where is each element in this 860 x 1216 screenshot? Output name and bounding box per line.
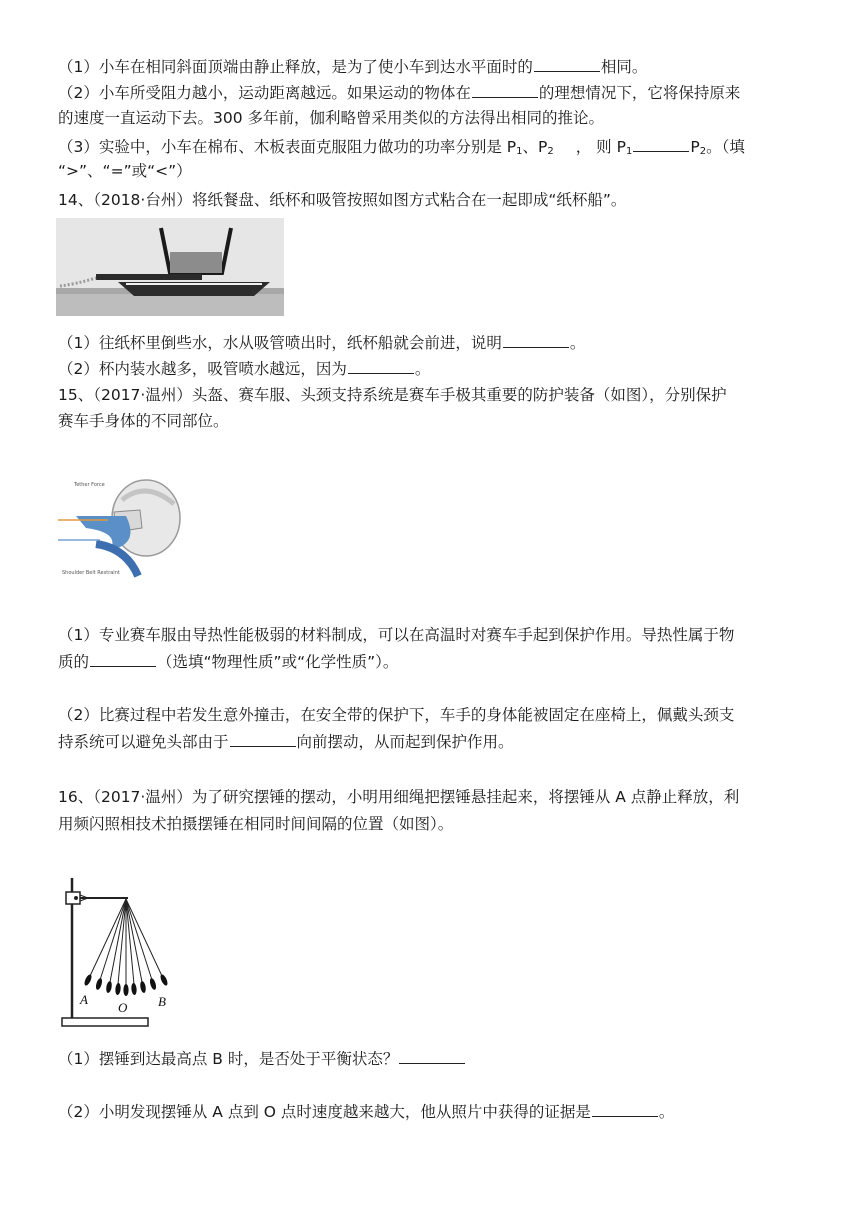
q15-part2-tail: 向前摆动，从而起到保护作用。 xyxy=(296,733,514,751)
q16-part1 xyxy=(58,1047,808,1070)
q16-part2-tail: 。 xyxy=(658,1103,675,1121)
subscript: 1 xyxy=(625,146,633,157)
paper-cup-boat-figure xyxy=(56,218,284,316)
q13-part3-cont: “>”、“=”或“<”） xyxy=(58,162,192,180)
q14-title: 14、（2018·台州）将纸餐盘、纸杯和吸管按照如图方式粘合在一起即成“纸杯船”。 xyxy=(58,191,627,209)
q14-part1-text: （1）往纸杯里倒些水，水从吸管喷出时，纸杯船就会前进，说明 xyxy=(58,334,502,352)
q13-part2-tail: 的理想情况下，它将保持原来 xyxy=(538,84,741,102)
q15-part2-cont xyxy=(58,730,808,753)
point-b-label: B xyxy=(158,994,166,1009)
q14-part2-text: （2）杯内装水越多，吸管喷水越远，因为 xyxy=(58,360,347,378)
pendulum-figure xyxy=(54,872,184,1034)
q14-part2 xyxy=(58,357,808,380)
q14-part1 xyxy=(58,331,808,354)
q15-title-line2: 赛车手身体的不同部位。 xyxy=(58,412,229,430)
answer-blank xyxy=(90,650,156,667)
q16-part2 xyxy=(58,1100,808,1123)
q16-title-line1: 16、（2017·温州）为了研究摆锤的摆动，小明用细绳把摆锤悬挂起来，将摆锤从 A 点静止释放，利 xyxy=(58,788,740,806)
q15-title-line1: 15、（2017·温州）头盔、赛车服、头颈支持系统是赛车手极其重要的防护装备（如图），分别保护 xyxy=(58,386,727,404)
q13-part1-text: （1）小车在相同斜面顶端由静止释放，是为了使小车到达水平面时的 xyxy=(58,58,533,76)
q13-part3-mid: 、P xyxy=(522,138,548,156)
q15-part1: （1）专业赛车服由导热性能极弱的材料制成，可以在高温时对赛车手起到保护作用。导热性属于物 xyxy=(58,626,735,644)
q15-part1-tail: （选填“物理性质”或“化学性质”）。 xyxy=(157,653,399,671)
q14-part1-tail: 。 xyxy=(569,334,586,352)
q13-part2-cont: 的速度一直运动下去。300 多年前，伽利略曾采用类似的方法得出相同的推论。 xyxy=(58,109,605,127)
q13-part2 xyxy=(58,81,808,104)
q16-title-line2: 用频闪照相技术拍摄摆锤在相同时间间隔的位置（如图）。 xyxy=(58,815,454,833)
answer-blank xyxy=(534,55,600,72)
q13-part1-tail: 相同。 xyxy=(600,58,648,76)
head-neck-support-figure xyxy=(56,470,186,580)
figure-label: Tether Force xyxy=(74,482,105,488)
figure-label: Shoulder Belt Restraint xyxy=(62,570,120,576)
q13-part3-p2: P xyxy=(690,138,700,156)
answer-blank xyxy=(633,135,689,152)
q13-part3-text2: ， 则 P xyxy=(575,138,626,156)
q13-part1 xyxy=(58,55,808,78)
q16-part1-text: （1）摆锤到达最高点 B 时，是否处于平衡状态？ xyxy=(58,1050,399,1068)
q13-part2-text: （2）小车所受阻力越小，运动距离越远。如果运动的物体在 xyxy=(58,84,471,102)
subscript: 2 xyxy=(699,146,707,157)
point-o-label: O xyxy=(118,1000,128,1015)
answer-blank xyxy=(503,331,569,348)
q15-part2-text: 持系统可以避免头部由于 xyxy=(58,733,229,751)
answer-blank xyxy=(592,1100,658,1117)
answer-blank xyxy=(399,1047,465,1064)
q15-part2: （2）比赛过程中若发生意外撞击，在安全带的保护下，车手的身体能被固定在座椅上，佩戴头颈支 xyxy=(58,706,735,724)
q13-part3-tail: 。（填 xyxy=(706,138,745,156)
q13-part3-text: （3）实验中，小车在棉布、木板表面克服阻力做功的功率分别是 P xyxy=(58,138,517,156)
q15-part1-text: 质的 xyxy=(58,653,90,671)
subscript: 1 xyxy=(516,146,523,157)
point-a-label: A xyxy=(80,992,88,1007)
q15-part1-cont xyxy=(58,650,808,673)
answer-blank xyxy=(472,81,538,98)
answer-blank xyxy=(230,730,296,747)
subscript: 2 xyxy=(547,146,554,157)
q14-part2-tail: 。 xyxy=(414,360,431,378)
q13-part3 xyxy=(58,135,808,163)
answer-blank xyxy=(348,357,414,374)
q16-part2-text: （2）小明发现摆锤从 A 点到 O 点时速度越来越大，他从照片中获得的证据是 xyxy=(58,1103,591,1121)
